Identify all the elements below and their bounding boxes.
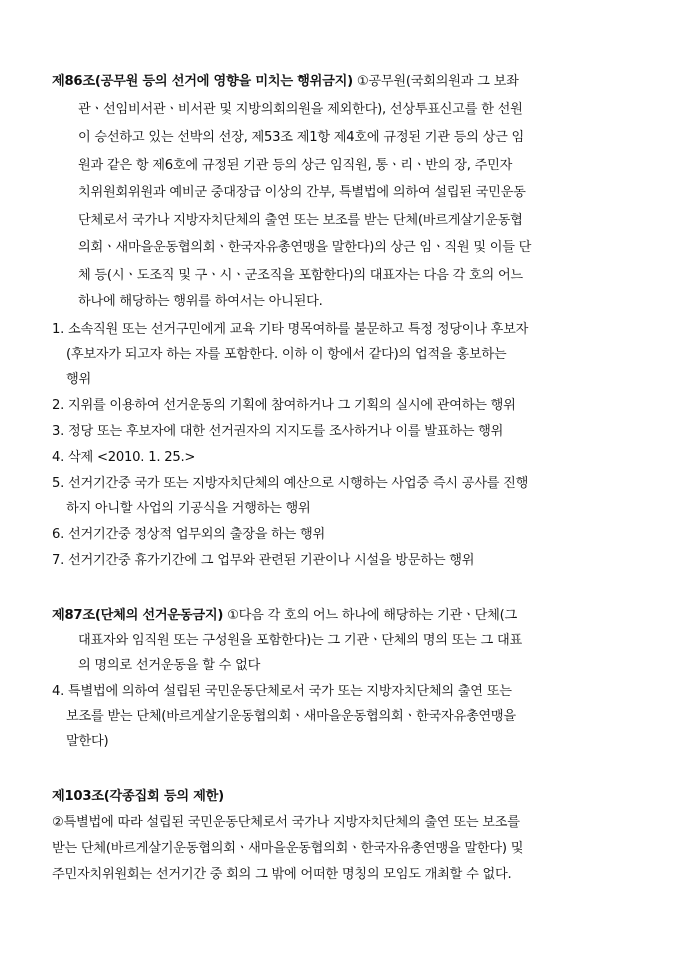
article-86-item-line: 3. 정당 또는 후보자에 대한 선거권자의 지지도를 조사하거나 이를 발표하는 행위 bbox=[52, 424, 504, 439]
article-87-item-line: 말한다) bbox=[66, 734, 109, 749]
article-103-heading: 제103조(각종집회 등의 제한) bbox=[52, 789, 224, 804]
article-87-intro-line: 의 명의로 선거운동을 할 수 없다 bbox=[78, 658, 261, 673]
article-86-item-line: 7. 선거기간중 휴가기간에 그 업무와 관련된 기관이나 시설을 방문하는 행위 bbox=[52, 553, 475, 568]
article-86-intro-line: 치위원회위원과 예비군 중대장급 이상의 간부, 특별법에 의하여 설립된 국민운동 bbox=[78, 185, 526, 200]
article-103-line: ②특별법에 따라 설립된 국민운동단체로서 국가나 지방자치단체의 출연 또는 보조를 bbox=[52, 815, 520, 830]
article-86-intro-line: 하나에 해당하는 행위를 하여서는 아니된다. bbox=[78, 294, 323, 309]
article-86-item-line: 2. 지위를 이용하여 선거운동의 기획에 참여하거나 그 기획의 실시에 관여하는 행위 bbox=[52, 398, 516, 413]
article-86-intro-line: 체 등(시ㆍ도조직 및 구ㆍ시ㆍ군조직을 포함한다)의 대표자는 다음 각 호의 어느 bbox=[78, 268, 523, 283]
article-87-heading: 제87조(단체의 선거운동금지) bbox=[52, 608, 224, 623]
article-86-item-line: 행위 bbox=[66, 372, 91, 387]
article-86-item-line: 1. 소속직원 또는 선거구민에게 교육 기타 명목여하를 불문하고 특정 정당이나 후보자 bbox=[52, 322, 529, 337]
article-87-intro-line: 대표자와 임직원 또는 구성원을 포함한다)는 그 기관ㆍ단체의 명의 또는 그 대표 bbox=[78, 633, 522, 648]
article-86-heading: 제86조(공무원 등의 선거에 영향을 미치는 행위금지) bbox=[52, 74, 353, 89]
article-103-line: 주민자치위원회는 선거기간 중 회의 그 밖에 어떠한 명칭의 모임도 개최할 수 없다. bbox=[52, 867, 512, 882]
article-86-item-line: 하지 아니할 사업의 기공식을 거행하는 행위 bbox=[66, 501, 311, 516]
article-86-item-line: (후보자가 되고자 하는 자를 포함한다. 이하 이 항에서 같다)의 업적을 홍보하는 bbox=[66, 347, 507, 362]
article-86-intro-line: ①공무원(국회의원과 그 보좌 bbox=[352, 74, 519, 89]
article-103-line: 받는 단체(바르게살기운동협의회ㆍ새마을운동협의회ㆍ한국자유총연맹을 말한다) 및 bbox=[52, 841, 524, 856]
article-86-item-line: 6. 선거기간중 정상적 업무외의 출장을 하는 행위 bbox=[52, 527, 326, 542]
article-86-intro-line: 이 승선하고 있는 선박의 선장, 제53조 제1항 제4호에 규정된 기관 등의 상근 임 bbox=[78, 130, 524, 145]
article-87-first-line bbox=[52, 606, 517, 626]
article-86-intro-line: 관ㆍ선임비서관ㆍ비서관 및 지방의회의원을 제외한다), 선상투표신고를 한 선원 bbox=[78, 102, 523, 117]
article-86-item-line: 5. 선거기간중 국가 또는 지방자치단체의 예산으로 시행하는 사업중 즉시 공사를 진행 bbox=[52, 476, 529, 491]
article-86-intro-line: 의회ㆍ새마을운동협의회ㆍ한국자유총연맹을 말한다)의 상근 임ㆍ직원 및 이들 단 bbox=[78, 240, 532, 255]
article-87-item-line: 보조를 받는 단체(바르게살기운동협의회ㆍ새마을운동협의회ㆍ한국자유총연맹을 bbox=[66, 709, 516, 724]
article-86-item-line: 4. 삭제 <2010. 1. 25.> bbox=[52, 450, 196, 465]
article-86-intro-line: 단체로서 국가나 지방자치단체의 출연 또는 보조를 받는 단체(바르게살기운동협 bbox=[78, 213, 523, 228]
article-86-first-line bbox=[52, 72, 519, 92]
article-86-intro-line: 원과 같은 항 제6호에 규정된 기관 등의 상근 임직원, 통ㆍ리ㆍ반의 장, 주민자 bbox=[78, 158, 513, 173]
article-87-item-line: 4. 특별법에 의하여 설립된 국민운동단체로서 국가 또는 지방자치단체의 출연 또는 bbox=[52, 684, 512, 699]
article-87-intro-line: ①다음 각 호의 어느 하나에 해당하는 기관ㆍ단체(그 bbox=[223, 608, 517, 623]
